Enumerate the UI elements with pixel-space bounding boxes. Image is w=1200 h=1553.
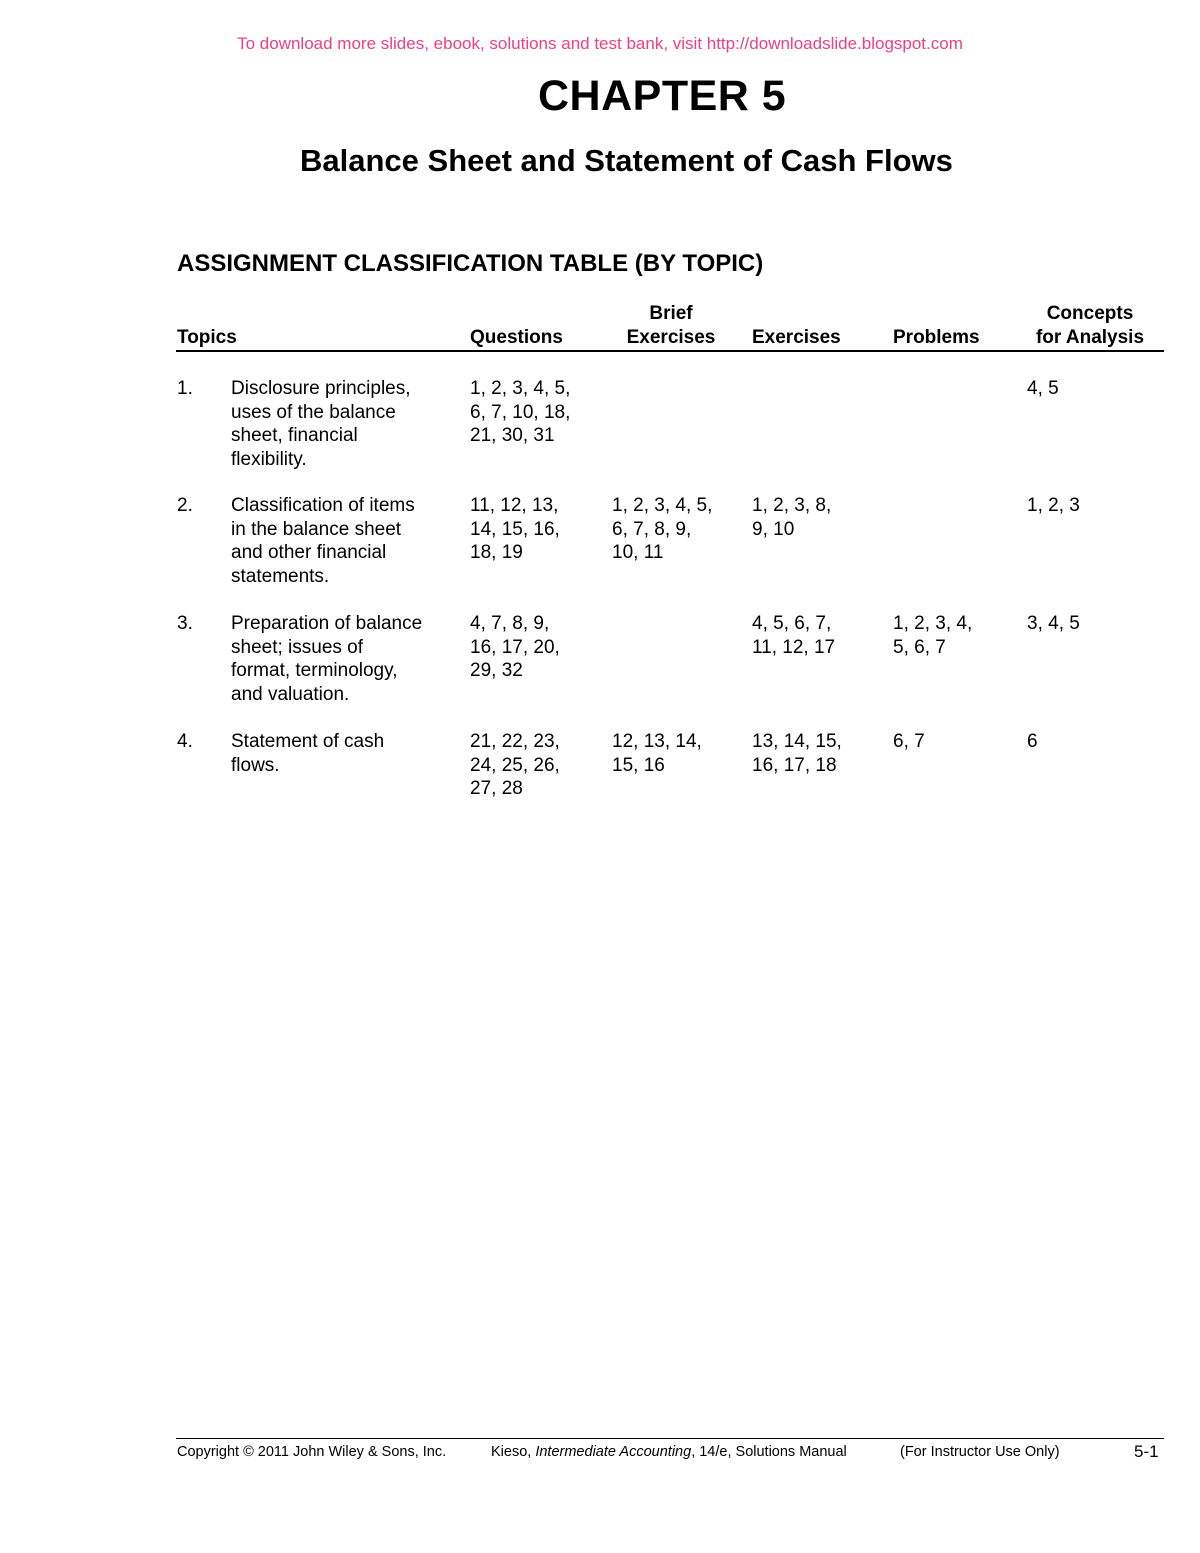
row-concepts: 6	[1027, 731, 1038, 752]
row-exercises: 4, 5, 6, 7, 11, 12, 17	[752, 613, 836, 658]
header-concepts-line2: for Analysis	[1035, 327, 1145, 348]
header-rule	[176, 350, 1164, 352]
header-brief-line1: Brief	[649, 303, 693, 324]
footer-book-title: Intermediate Accounting	[535, 1444, 692, 1460]
header-concepts-for-analysis	[1020, 302, 1160, 350]
row-questions: 21, 22, 23, 24, 25, 26, 27, 28	[470, 731, 560, 799]
row-concepts: 3, 4, 5	[1027, 613, 1080, 634]
row-topic: Classification of items in the balance sheet and other financial statements.	[231, 495, 415, 587]
header-problems: Problems	[893, 327, 980, 348]
page-number: 5-1	[1134, 1442, 1159, 1461]
row-questions: 11, 12, 13, 14, 15, 16, 18, 19	[470, 495, 560, 563]
row-topic: Preparation of balance sheet; issues of format, terminology, and valuation.	[231, 613, 423, 705]
download-watermark: To download more slides, ebook, solutions and test bank, visit http://downloadslide.blogspot.com	[237, 34, 963, 53]
row-problems: 1, 2, 3, 4, 5, 6, 7	[893, 613, 973, 658]
row-topic: Disclosure principles, uses of the balance sheet, financial flexibility.	[231, 378, 411, 470]
row-questions: 4, 7, 8, 9, 16, 17, 20, 29, 32	[470, 613, 560, 681]
footer-instructor-note: (For Instructor Use Only)	[900, 1444, 1060, 1460]
chapter-subtitle: Balance Sheet and Statement of Cash Flows	[300, 143, 953, 178]
header-exercises: Exercises	[752, 327, 841, 348]
row-exercises: 1, 2, 3, 8, 9, 10	[752, 495, 832, 540]
row-number: 2.	[177, 495, 193, 516]
header-brief-exercises	[612, 302, 730, 350]
row-brief-exercises: 1, 2, 3, 4, 5, 6, 7, 8, 9, 10, 11	[612, 495, 713, 563]
footer-rule	[176, 1438, 1164, 1439]
row-number: 3.	[177, 613, 193, 634]
footer-copyright: Copyright © 2011 John Wiley & Sons, Inc.	[177, 1444, 447, 1460]
row-number: 4.	[177, 731, 193, 752]
header-brief-line2: Exercises	[626, 327, 716, 348]
row-concepts: 4, 5	[1027, 378, 1059, 399]
footer-edition: , 14/e, Solutions Manual	[691, 1444, 847, 1460]
chapter-heading: CHAPTER 5	[538, 72, 787, 120]
row-concepts: 1, 2, 3	[1027, 495, 1080, 516]
header-questions: Questions	[470, 327, 563, 348]
footer-author: Kieso,	[491, 1444, 532, 1460]
row-exercises: 13, 14, 15, 16, 17, 18	[752, 731, 842, 776]
section-title: ASSIGNMENT CLASSIFICATION TABLE (BY TOPIC)	[177, 250, 764, 277]
row-number: 1.	[177, 378, 193, 399]
header-topics: Topics	[177, 327, 237, 348]
row-brief-exercises: 12, 13, 14, 15, 16	[612, 731, 702, 776]
row-problems: 6, 7	[893, 731, 925, 752]
footer-book-credit	[491, 1444, 847, 1460]
row-topic: Statement of cash flows.	[231, 731, 385, 776]
header-concepts-line1: Concepts	[1046, 303, 1134, 324]
row-questions: 1, 2, 3, 4, 5, 6, 7, 10, 18, 21, 30, 31	[470, 378, 571, 446]
